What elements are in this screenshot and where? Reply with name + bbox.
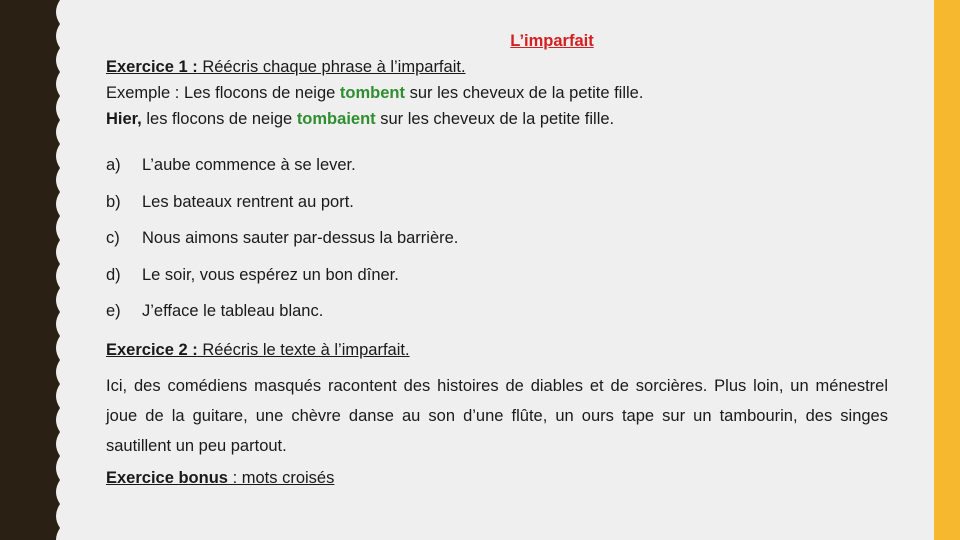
answer-verb: tombaient [296, 110, 376, 128]
exercise1-heading [106, 54, 888, 80]
list-item-text: L’aube commence à se lever. [142, 156, 356, 174]
example-prefix: Exemple : Les flocons de neige [106, 84, 340, 102]
page-title: L’imparfait [510, 32, 594, 50]
answer-suffix: sur les cheveux de la petite fille. [375, 110, 615, 128]
list-item-text: J’efface le tableau blanc. [142, 302, 324, 320]
exercise1-list [106, 152, 888, 335]
list-item [106, 262, 888, 299]
bonus-heading-rest: : mots croisés [227, 468, 335, 487]
list-item [106, 298, 888, 335]
exercise2-heading-rest: Réécris le texte à l’imparfait. [197, 340, 410, 359]
list-item-letter: c) [106, 229, 120, 247]
example-suffix: sur les cheveux de la petite fille. [404, 84, 644, 102]
list-item-text: Les bateaux rentrent au port. [142, 192, 354, 211]
right-accent-stripe [934, 0, 960, 540]
list-item [106, 152, 888, 189]
list-item-text: Le soir, vous espérez un bon dîner. [142, 265, 399, 284]
bonus-heading-bold: Exercice bonus [106, 468, 228, 487]
bonus-heading [106, 465, 888, 491]
exercise2-text: Ici, des comédiens masqués racontent des histoires de diables et de sorcières. Plus loin, un ménestrel joue de la guitare, une chèvre danse au son d’une flûte, un ours tape sur un tambourin, des singes sautillent un peu partout. [106, 376, 888, 455]
exercise2-heading [106, 337, 888, 363]
exercise1-heading-bold: Exercice 1 : [106, 58, 198, 76]
exercise1-heading-rest: Réécris chaque phrase à l’imparfait. [197, 58, 466, 76]
left-border-scallop [0, 0, 78, 540]
list-item-text: Nous aimons sauter par-dessus la barrière. [142, 229, 459, 247]
exercise1-example [106, 80, 888, 106]
list-item-letter: a) [106, 156, 121, 174]
list-item [106, 189, 888, 226]
list-item-letter: e) [106, 302, 121, 320]
example-verb: tombent [339, 84, 405, 102]
exercise1-answer [106, 106, 888, 132]
left-decorative-border [0, 0, 78, 540]
list-item [106, 225, 888, 262]
list-item-letter: d) [106, 265, 121, 284]
answer-mid: les flocons de neige [141, 110, 297, 128]
answer-bold: Hier, [106, 110, 142, 128]
list-item-letter: b) [106, 192, 121, 211]
slide-content [106, 28, 888, 491]
exercise2-heading-bold: Exercice 2 : [106, 340, 198, 359]
